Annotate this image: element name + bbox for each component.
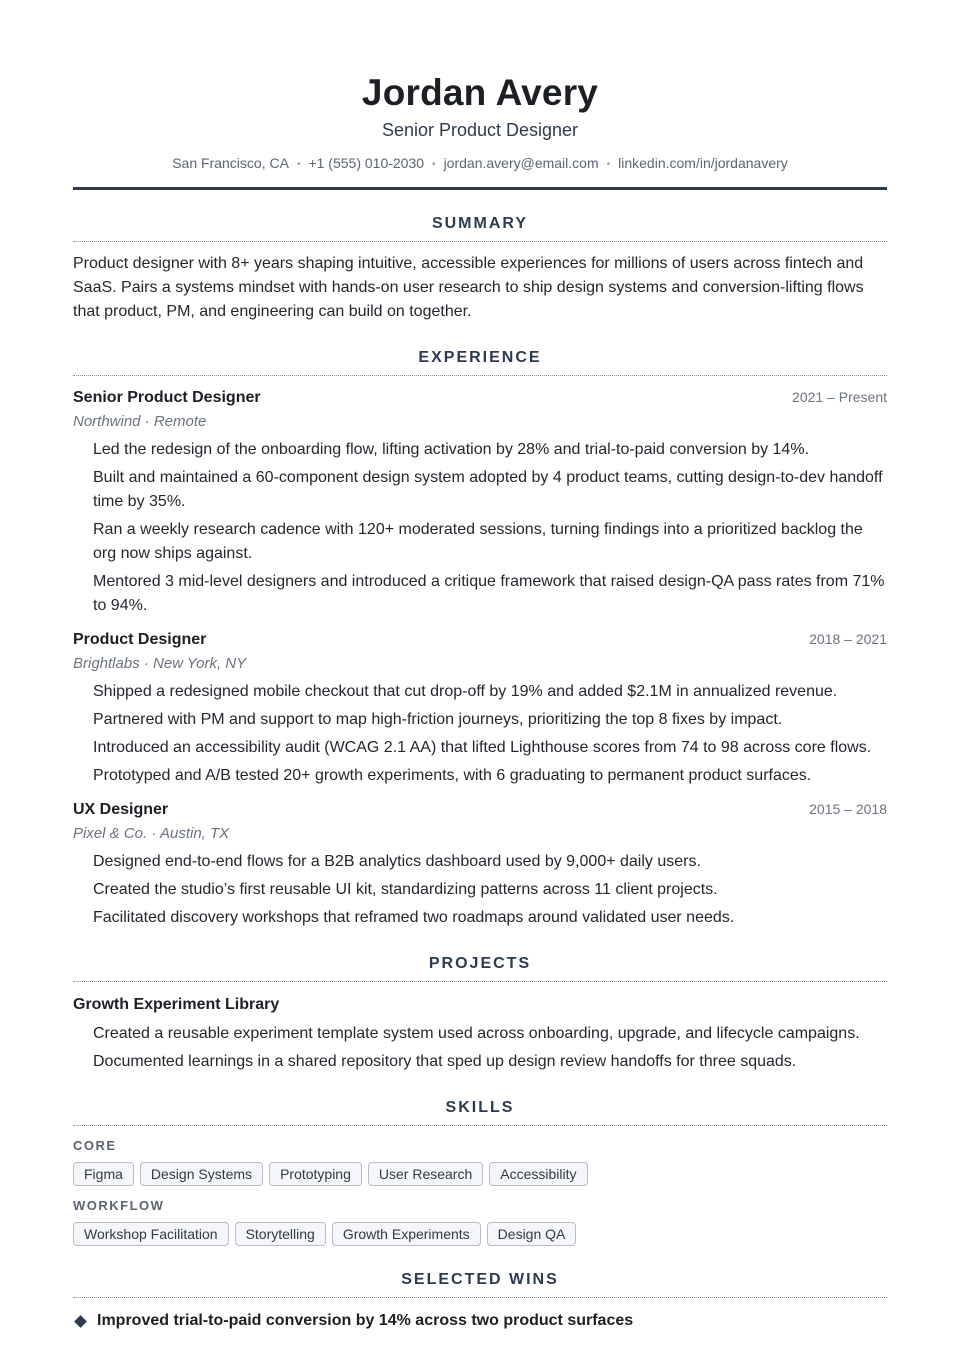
skill-chip: Workshop Facilitation <box>73 1222 229 1246</box>
section-title-wins: SELECTED WINS <box>73 1270 887 1298</box>
bullet-item: Designed end-to-end flows for a B2B analytics dashboard used by 9,000+ daily users. <box>93 853 701 870</box>
job-header <box>73 799 887 821</box>
job-dates: 2018 – 2021 <box>809 631 887 647</box>
skill-chips <box>73 1222 887 1246</box>
resume-header <box>73 0 887 175</box>
job-bullets <box>73 680 887 788</box>
separator-dot-icon: • <box>296 159 301 170</box>
wins-section <box>73 1270 887 1332</box>
win-item <box>73 1310 887 1332</box>
bullet-item: Shipped a redesigned mobile checkout that cut drop-off by 19% and added $2.1M in annualized revenue. <box>93 683 838 700</box>
job-title: Senior Product Designer <box>73 389 261 406</box>
project-title: Growth Experiment Library <box>73 996 280 1013</box>
section-title-projects: PROJECTS <box>73 954 887 982</box>
bullet-item: Facilitated discovery workshops that reframed two roadmaps around validated user needs. <box>93 909 735 926</box>
experience-section <box>73 348 887 930</box>
separator-dot-icon: • <box>432 159 436 170</box>
summary-text: Product designer with 8+ years shaping intuitive, accessible experiences for millions of users across fintech and SaaS. Pairs a systems mindset with hands-on user research to ship design systems and conversion-lifting flows that product, PM, and engineering can build on together. <box>73 255 864 320</box>
contact-linkedin[interactable]: linkedin.com/in/jordanavery <box>618 155 788 171</box>
skill-chip: Design QA <box>487 1222 577 1246</box>
candidate-name: Jordan Avery <box>361 72 599 113</box>
skill-group-label: CORE <box>73 1138 117 1153</box>
job-bullets <box>73 438 887 618</box>
bullet-item: Built and maintained a 60-component design system adopted by 4 product teams, cutting design-to-dev handoff time by 35%. <box>93 469 883 510</box>
skill-chip: Design Systems <box>140 1162 263 1186</box>
bullet-item: Introduced an accessibility audit (WCAG 2.1 AA) that lifted Lighthouse scores from 74 to 98 across core flows. <box>93 739 872 756</box>
bullet-item: Created the studio’s first reusable UI kit, standardizing patterns across 11 client projects. <box>93 881 718 898</box>
section-title-skills: SKILLS <box>73 1098 887 1126</box>
skill-chip: Figma <box>73 1162 134 1186</box>
bullet-item: Led the redesign of the onboarding flow, lifting activation by 28% and trial-to-paid conversion by 14%. <box>93 441 809 458</box>
bullet-item: Ran a weekly research cadence with 120+ moderated sessions, turning findings into a prioritized backlog the org now ships against. <box>93 521 863 562</box>
bullet-item: Mentored 3 mid-level designers and introduced a critique framework that raised design-QA pass rates from 71% to 94%. <box>93 573 885 614</box>
diamond-bullet-icon <box>74 1315 87 1328</box>
job-header <box>73 387 887 409</box>
job-dates: 2021 – Present <box>792 389 887 405</box>
job-entry <box>73 799 887 930</box>
contact-phone: +1 (555) 010-2030 <box>308 155 425 171</box>
bullet-item: Created a reusable experiment template system used across onboarding, upgrade, and lifecycle campaigns. <box>93 1025 860 1042</box>
skills-section <box>73 1098 887 1246</box>
project-bullets <box>73 1022 887 1074</box>
job-dates: 2015 – 2018 <box>809 801 887 817</box>
job-entry <box>73 629 887 788</box>
job-entry <box>73 387 887 618</box>
bullet-item: Documented learnings in a shared repository that sped up design review handoffs for three squads. <box>93 1053 797 1070</box>
skill-chip: Accessibility <box>489 1162 587 1186</box>
contact-line <box>73 154 887 175</box>
job-title: Product Designer <box>73 631 207 648</box>
job-organization: Northwind · Remote <box>73 413 207 430</box>
summary-section <box>73 214 887 324</box>
resume-page <box>73 0 887 1332</box>
win-text: Improved trial-to-paid conversion by 14% across two product surfaces <box>97 1312 634 1329</box>
skill-chip: User Research <box>368 1162 483 1186</box>
job-title: UX Designer <box>73 801 169 818</box>
bullet-item: Prototyped and A/B tested 20+ growth experiments, with 6 graduating to permanent product surfaces. <box>93 767 812 784</box>
skill-chip: Growth Experiments <box>332 1222 481 1246</box>
job-bullets <box>73 850 887 930</box>
section-title-experience: EXPERIENCE <box>73 348 887 376</box>
skill-group-label: WORKFLOW <box>73 1198 165 1213</box>
section-title-summary: SUMMARY <box>73 214 887 242</box>
candidate-headline: Senior Product Designer <box>381 120 579 140</box>
contact-location: San Francisco, CA <box>172 155 289 171</box>
skill-chip: Prototyping <box>269 1162 362 1186</box>
job-organization: Brightlabs · New York, NY <box>73 655 247 672</box>
contact-email[interactable]: jordan.avery@email.com <box>443 155 599 171</box>
header-divider <box>73 187 887 190</box>
bullet-item: Partnered with PM and support to map high-friction journeys, prioritizing the top 8 fixes by impact. <box>93 711 783 728</box>
skill-chips <box>73 1162 887 1186</box>
job-organization: Pixel & Co. · Austin, TX <box>73 825 230 842</box>
separator-dot-icon: • <box>606 159 611 170</box>
job-header <box>73 629 887 651</box>
projects-section <box>73 954 887 1074</box>
skill-chip: Storytelling <box>235 1222 326 1246</box>
